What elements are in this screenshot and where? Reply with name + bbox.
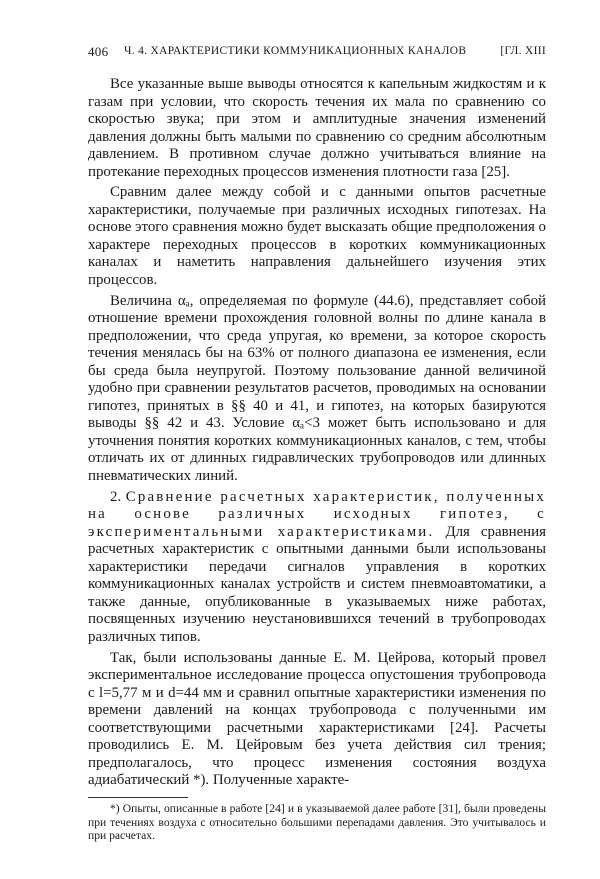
paragraph: Величина αₐ, определяемая по формуле (44.6), представляет собой отношение времени прохождения головной волны по длине канала в предположении, что среда упругая, ко времени, за которое скорость течения менялась бы на 63% от полного диапазона ее изменения, если бы среда была неупругой. Поэтому пользование данной величиной удобно при сравнении результатов расчетов, проводимых на основании гипотез, принятых в §§ 40 и 41, и гипотез, на которых базируются выводы §§ 42 и 43. Условие αₐ<3 может быть использовано и для уточнения понятия коротких коммуникационных каналов, с тем, чтобы отличать их от длинных гидравлических трубопроводов или длинных пневматических линий. [88, 292, 546, 485]
paragraph: Сравним далее между собой и с данными опытов расчетные характеристики, получаемые при различных исходных гипотезах. На основе этого сравнения можно будет высказать общие предположения о характере переходных процессов в коротких коммуникационных каналах и наметить направления дальнейшего изучения этих процессов. [88, 184, 546, 289]
chapter-label: [ГЛ. XIII [500, 45, 546, 57]
paragraph: Все указанные выше выводы относятся к капельным жидкостям и к газам при условии, что скорость течения их мала по сравнению со скоростью звука; при этом и амплитудные значения изменений давления должны быть малыми по сравнению со средним абсолютным давлением. В противном случае должно учитываться влияние на протекание переходных процессов изменения плотности газа [25]. [88, 76, 546, 180]
footnote: *) Опыты, описанные в работе [24] и в указываемой далее работе [31], были проведены при течениях воздуха с относительно большими перепадами давления. Это учитывалось и при расчетах. [88, 801, 546, 843]
section-2-paragraph [88, 489, 546, 647]
running-title: Ч. 4. ХАРАКТЕРИСТИКИ КОММУНИКАЦИОННЫХ КАНАЛОВ [124, 45, 467, 57]
section-number: 2. [110, 488, 122, 505]
section-title: Сравнение расчетных характеристик, полученных на основе различных исходных гипотез, с экспериментальными характеристиками. [88, 488, 546, 540]
page-number: 406 [88, 44, 109, 59]
running-header [88, 44, 546, 64]
book-page [88, 44, 546, 843]
section-text: Для сравнения расчетных характеристик с опытными данными были использованы характеристики передачи сигналов управления в коротких коммуникационных каналах устройств и систем пневмоавтоматики, а также данные, опубликованные в указываемых ниже работах, посвященных изучению неустановившихся течений в трубопроводах различных типов. [88, 523, 546, 645]
paragraph: Так, были использованы данные Е. М. Цейрова, который провел экспериментальное исследование процесса опустошения трубопровода с l=5,77 м и d=44 мм и сравнил опытные характеристики изменения по времени давлений на концах трубопровода с полученными им соответствующими расчетными характеристиками [24]. Расчеты проводились Е. М. Цейровым без учета действия сил трения; предполагалось, что процесс изменения состояния воздуха адиабатический *). Полученные характе- [88, 649, 546, 789]
footnote-rule [88, 797, 188, 798]
main-text [88, 76, 546, 790]
